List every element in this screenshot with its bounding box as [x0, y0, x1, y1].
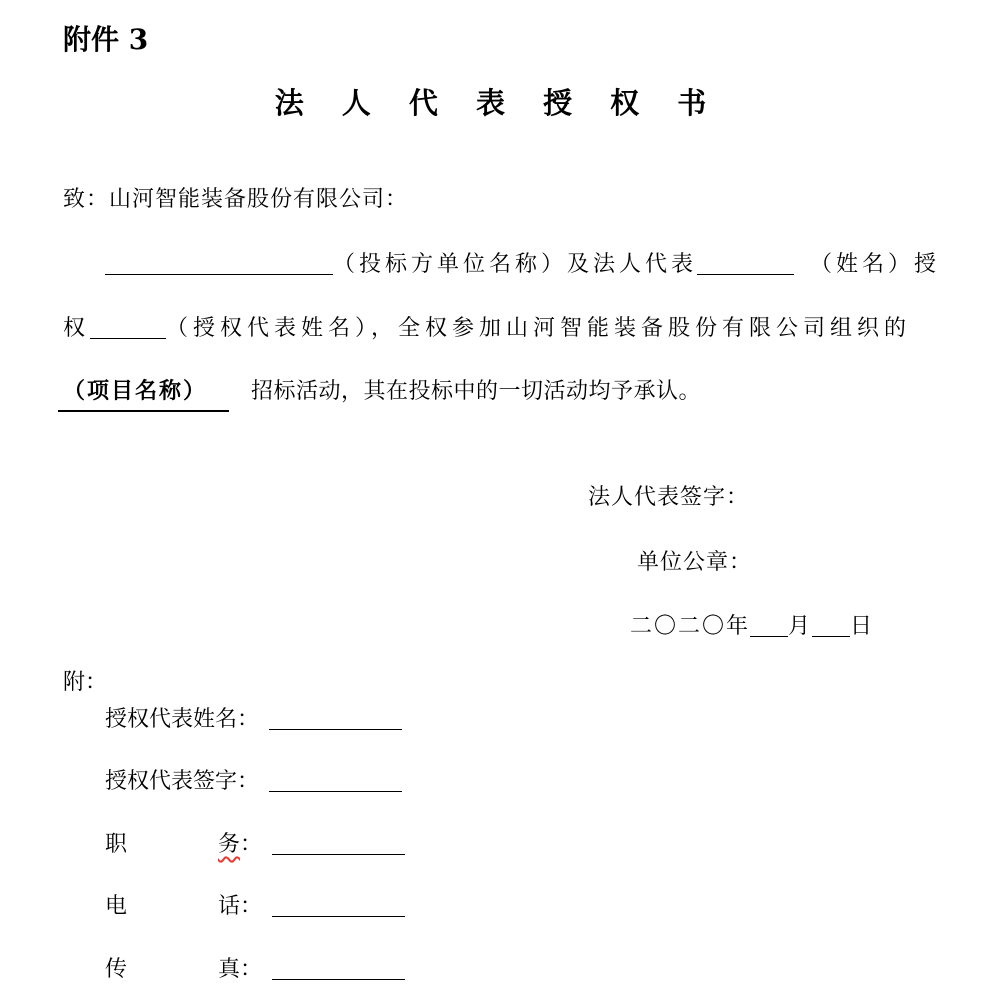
field-row-rep-name — [105, 703, 402, 737]
paragraph-line-2 — [63, 312, 911, 346]
field-row-phone — [105, 890, 405, 924]
date-month-text: 月 — [788, 614, 813, 639]
page-title: 法 人 代 表 授 权 书 — [274, 86, 721, 120]
date-year-text: 二〇二〇年 — [630, 614, 751, 639]
month-blank[interactable] — [750, 615, 788, 637]
project-name-field[interactable]: （项目名称） — [58, 374, 229, 412]
phone-blank[interactable] — [272, 895, 405, 917]
paragraph-text: 招标活动，其在投标中的一切活动均予承认。 — [251, 379, 702, 404]
field-row-fax — [105, 953, 405, 987]
field-label-rep-name: 授权代表姓名： — [105, 707, 260, 732]
date-line — [630, 610, 874, 644]
legal-rep-signature-label: 法人代表签字： — [588, 485, 750, 510]
attachment-label: 附件 3 — [63, 23, 149, 56]
field-label-phone-left: 电 — [105, 894, 128, 919]
company-seal-label: 单位公章： — [637, 550, 753, 575]
paragraph-line-1 — [105, 248, 940, 282]
job-title-blank[interactable] — [272, 833, 405, 855]
rep-name-blank[interactable] — [269, 708, 402, 730]
paragraph-line-3 — [58, 374, 701, 412]
field-row-job-title — [105, 828, 405, 862]
field-label-phone-right: 话 — [218, 894, 241, 919]
authorized-rep-name-blank[interactable] — [90, 317, 166, 339]
paragraph-text: （投标方单位名称）及法人代表 — [333, 252, 698, 277]
salutation: 致：山河智能装备股份有限公司： — [63, 187, 409, 212]
paragraph-text: （姓名）授 — [810, 252, 941, 277]
field-label-job-title-left: 职 — [105, 832, 128, 857]
field-label-rep-signature: 授权代表签字： — [105, 769, 260, 794]
fax-blank[interactable] — [272, 958, 405, 980]
day-blank[interactable] — [812, 615, 850, 637]
field-colon: ： — [240, 832, 263, 857]
date-day-text: 日 — [850, 614, 875, 639]
paragraph-text: 权 — [63, 316, 91, 341]
legal-rep-name-blank[interactable] — [697, 253, 794, 275]
rep-signature-blank[interactable] — [269, 770, 402, 792]
field-row-rep-signature — [105, 765, 402, 799]
field-label-job-title-right: 务 — [218, 832, 241, 857]
paragraph-text: （授权代表姓名），全权参加山河智能装备股份有限公司组织的 — [166, 316, 912, 341]
bidder-company-name-blank[interactable] — [105, 253, 333, 275]
field-colon: ： — [240, 894, 263, 919]
attachment-section-label: 附： — [63, 670, 108, 695]
field-label-fax-right: 真 — [218, 957, 241, 982]
field-colon: ： — [240, 957, 263, 982]
field-label-fax-left: 传 — [105, 957, 128, 982]
